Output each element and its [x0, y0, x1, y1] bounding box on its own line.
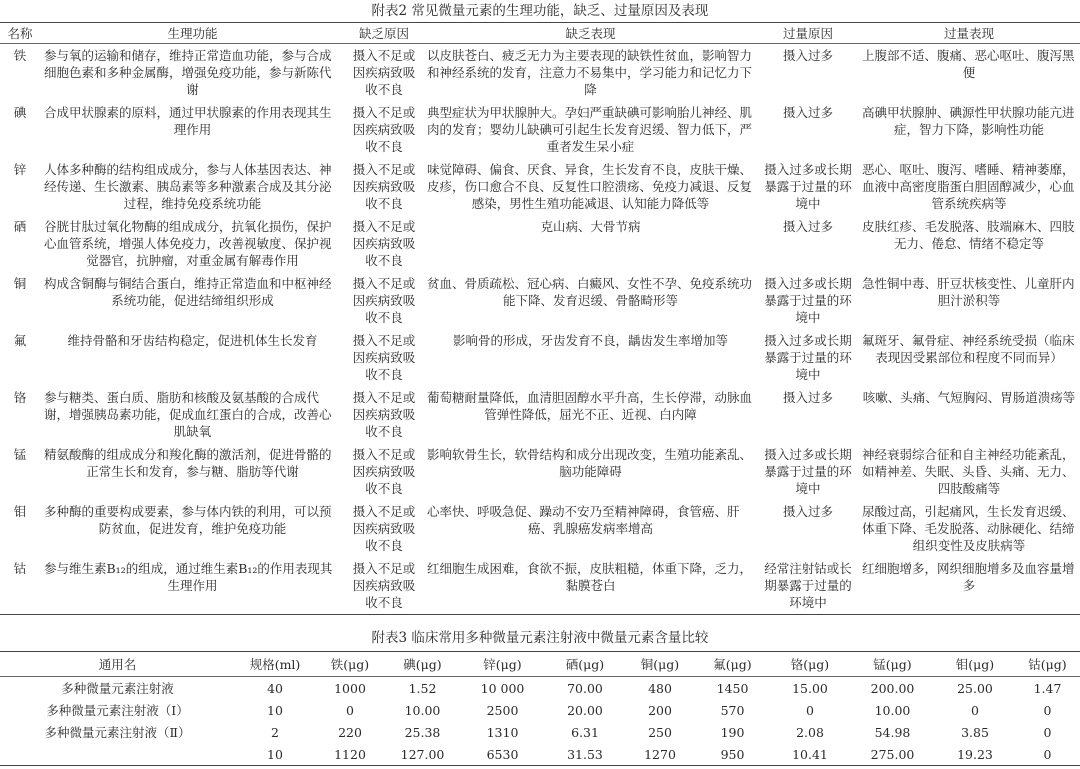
table2-cell: 摄入不足或因疾病致吸收不良: [352, 105, 416, 154]
table3-column-header: 硒(μg): [545, 652, 625, 677]
table2-row: [0, 500, 1080, 557]
table3-column-header: 氟(μg): [695, 652, 770, 677]
table3-cell: 0: [806, 702, 814, 718]
table2-row: [0, 386, 1080, 443]
table2-row: [0, 557, 1080, 615]
table3-title: 附表3 临床常用多种微量元素注射液中微量元素含量比较: [371, 630, 709, 646]
table2-cell: 高碘甲状腺肿、碘源性甲状腺功能亢进症，智力下降，影响性功能: [862, 105, 1075, 137]
table3-cell: 多种微量元素注射液（Ⅰ）: [46, 703, 189, 718]
table2-cell: 红细胞生成困难，食欲不振，皮肤粗糙，体重下降，乏力，黏膜苍白: [427, 561, 753, 593]
table2-cell: 摄入过多: [782, 390, 833, 405]
table2-column-header: 过量原因: [758, 23, 858, 44]
table3-column-header: 通用名: [0, 652, 235, 677]
table3-cell: 127.00: [400, 746, 445, 762]
table3-cell: 0: [1043, 724, 1052, 740]
table2-cell: 贫血、骨质疏松、冠心病、白癜风、女性不孕、免疫系统功能下降、发育迟缓、骨骼畸形等: [427, 276, 753, 308]
table2-cell: 参与糖类、蛋白质、脂肪和核酸及氨基酸的合成代谢，增强胰岛素功能，促成血红蛋白的合成，改善心肌缺氧: [44, 390, 332, 439]
table2-cell: 咳嗽、头痛、气短胸闷、胃肠道溃疡等: [862, 390, 1076, 405]
table2-cell: 氟: [13, 333, 27, 348]
table2-cell: 影响骨的形成，牙齿发育不良，龋齿发生率增加等: [452, 333, 728, 348]
table3-cell: 3.85: [961, 724, 989, 740]
table2-cell: 构成含铜酶与铜结合蛋白，维持正常造血和中枢神经系统功能，促进结缔组织形成: [44, 276, 332, 308]
table2-cell: 参与维生素B₁₂的组成，通过维生素B₁₂的作用表现其生理作用: [44, 561, 333, 593]
table2-cell: 摄入不足或因疾病致吸收不良: [352, 333, 416, 382]
table2-cell: 锌: [13, 162, 27, 177]
table3-cell: 1000: [334, 680, 366, 696]
table3-cell: 200.00: [870, 680, 915, 696]
table3-row: [0, 677, 1080, 700]
table3-cell: 31.53: [567, 746, 603, 762]
table3-cell: 480: [648, 680, 672, 696]
table3-cell: 6.31: [571, 724, 599, 740]
table3-column-header: 锌(μg): [460, 652, 545, 677]
table3-column-header: 钴(μg): [1015, 652, 1080, 677]
table3-column-header: 铬(μg): [770, 652, 850, 677]
table2-row: [0, 215, 1080, 272]
table2-cell: 克山病、大骨节病: [540, 219, 641, 234]
table2-cell: 合成甲状腺素的原料，通过甲状腺素的作用表现其生理作用: [44, 105, 332, 137]
table2-row: [0, 101, 1080, 158]
table2-cell: 摄入过多: [782, 105, 833, 120]
table2-cell: 恶心、呕吐、腹泻、嗜睡、精神萎靡，血液中高密度脂蛋白胆固醇减少，心血管系统疾病等: [862, 162, 1075, 211]
table2-column-header: 名称: [0, 23, 40, 44]
table2-cell: 心率快、呼吸急促、躁动不安乃至精神障碍，食管癌、肝癌、乳腺癌发病率增高: [427, 504, 740, 536]
table2-cell: 铬: [13, 390, 27, 405]
table3-header-row: [0, 652, 1080, 677]
table2-cell: 锰: [13, 447, 27, 462]
table2-trace-elements-functions: [0, 22, 1080, 615]
table2-column-header: 缺乏原因: [345, 23, 423, 44]
table2-column-header: 缺乏表现: [423, 23, 758, 44]
table2-cell: 摄入过多或长期暴露于过量的环境中: [764, 333, 852, 382]
table2-cell: 摄入过多或长期暴露于过量的环境中: [764, 276, 852, 325]
table2-cell: 摄入过多或长期暴露于过量的环境中: [764, 162, 852, 211]
table3-cell: 200: [648, 702, 672, 718]
table2-cell: 急性铜中毒、肝豆状核变性、儿童肝内胆汁淤积等: [862, 276, 1075, 308]
table2-cell: 摄入过多: [782, 504, 833, 519]
table3-column-header: 锰(μg): [850, 652, 935, 677]
table2-cell: 味觉障碍、偏食、厌食、异食，生长发育不良，皮肤干燥、皮疹，伤口愈合不良、反复性口腔溃疡、免疫力减退、反复感染，男性生殖功能减退、认知能力降低等: [427, 162, 753, 211]
table3-injection-content-comparison: [0, 651, 1080, 766]
table3-cell: 570: [720, 702, 745, 718]
table3-column-header: 碘(μg): [385, 652, 460, 677]
table2-cell: 摄入不足或因疾病致吸收不良: [352, 276, 416, 325]
table3-cell: 10.00: [404, 702, 441, 718]
table3-cell: 1450: [716, 680, 749, 696]
table3-cell: 190: [720, 724, 745, 740]
table3-cell: 950: [720, 746, 745, 762]
table3-cell: 15.00: [792, 680, 828, 696]
table2-cell: 红细胞增多，网织细胞增多及血容量增多: [862, 561, 1075, 593]
table2-cell: 谷胱甘肽过氧化物酶的组成成分，抗氧化损伤，保护心血管系统，增强人体免疫力，改善视敏度、保护视觉器官，抗肿瘤，对重金属有解毒作用: [44, 219, 332, 268]
table3-cell: 0: [971, 702, 979, 718]
table3-cell: 10 000: [480, 680, 525, 696]
table3-cell: 10.41: [792, 746, 828, 762]
table2-cell: 人体多种酶的结构组成成分，参与人体基因表达、神经传递、生长激素、胰岛素等多种激素合成及其分泌过程，维持免疫系统功能: [44, 162, 332, 211]
table3-cell: [0, 743, 235, 766]
table2-cell: 尿酸过高，引起痛风，生长发育迟缓、体重下降、毛发脱落、动脉硬化、结缔组织变性及皮肤病等: [862, 504, 1075, 553]
table2-cell: 钴: [13, 561, 27, 576]
table2-column-header: 生理功能: [40, 23, 345, 44]
table3-cell: 19.23: [957, 746, 993, 762]
table3-row: [0, 743, 1080, 766]
table2-cell: 以皮肤苍白、疲乏无力为主要表现的缺铁性贫血，影响智力和神经系统的发育，注意力不易集中，学习能力和记忆力下降: [427, 48, 753, 97]
table2-cell: 摄入不足或因疾病致吸收不良: [352, 390, 416, 439]
table3-cell: 2.08: [796, 724, 824, 740]
table3-cell: 多种微量元素注射液（Ⅱ）: [44, 725, 191, 740]
table3-cell: 6530: [486, 746, 519, 762]
table2-cell: 皮肤红疹、毛发脱落、肢端麻木、四肢无力、倦怠、情绪不稳定等: [862, 219, 1075, 251]
table3-cell: 1120: [334, 746, 366, 762]
table3-cell: 220: [338, 724, 362, 740]
table2-cell: 碘: [13, 105, 27, 120]
table3-row: [0, 699, 1080, 721]
table3-column-header: 钼(μg): [935, 652, 1015, 677]
table2-cell: 多种酶的重要构成要素，参与体内铁的利用，可以预防贫血，促进发育，维护免疫功能: [44, 504, 332, 536]
table3-cell: 70.00: [567, 680, 603, 696]
table2-row: [0, 272, 1080, 329]
table3-cell: 10: [267, 702, 283, 718]
table2-cell: 铜: [13, 276, 27, 291]
table3-row: [0, 721, 1080, 743]
table3-column-header: 规格(ml): [235, 652, 315, 677]
table3-cell: 20.00: [567, 702, 603, 718]
table2-cell: 摄入不足或因疾病致吸收不良: [352, 48, 416, 97]
table2-cell: 神经衰弱综合征和自主神经功能紊乱，如精神差、失眠、头昏、头痛、无力、四肢酸痛等: [862, 447, 1075, 496]
table3-column-header: 铁(μg): [315, 652, 385, 677]
table2-cell: 摄入过多: [782, 48, 833, 63]
table3-cell: 0: [1043, 746, 1052, 762]
table2-cell: 摄入过多或长期暴露于过量的环境中: [764, 447, 852, 496]
table3-cell: 250: [648, 724, 672, 740]
table2-header-row: [0, 23, 1080, 44]
table3-cell: 0: [346, 702, 354, 718]
table2-cell: 维持骨骼和牙齿结构稳定，促进机体生长发育: [67, 333, 318, 348]
table3-cell: 10: [267, 746, 283, 762]
table2-cell: 硒: [13, 219, 27, 234]
table3-column-header: 铜(μg): [625, 652, 695, 677]
table2-row: [0, 443, 1080, 500]
table2-cell: 经常注射钴或长期暴露于过量的环境中: [764, 561, 852, 610]
table2-cell: 摄入过多: [782, 219, 833, 234]
table2-cell: 摄入不足或因疾病致吸收不良: [352, 162, 416, 211]
table2-cell: 钼: [13, 504, 27, 519]
table2-row: [0, 329, 1080, 386]
table3-cell: 2: [271, 724, 279, 740]
table3-cell: 275.00: [870, 746, 915, 762]
table2-cell: 葡萄糖耐量降低，血清胆固醇水平升高，生长停滞，动脉血管弹性降低，屈光不正、近视、白内障: [427, 390, 753, 422]
table2-cell: 典型症状为甲状腺肿大。孕妇严重缺碘可影响胎儿神经、肌肉的发育；婴幼儿缺碘可引起生长发育迟缓、智力低下，严重者发生呆小症: [427, 105, 753, 154]
table2-column-header: 过量表现: [858, 23, 1080, 44]
table3-cell: 10.00: [874, 702, 911, 718]
table2-cell: 摄入不足或因疾病致吸收不良: [352, 561, 416, 610]
table2-cell: 摄入不足或因疾病致吸收不良: [352, 504, 416, 553]
table2-cell: 摄入不足或因疾病致吸收不良: [352, 219, 416, 268]
table3-cell: 多种微量元素注射液: [61, 681, 174, 696]
table3-cell: 1.52: [408, 680, 437, 696]
table2-row: [0, 44, 1080, 102]
table2-cell: 铁: [13, 48, 27, 63]
table3-cell: 25.38: [404, 724, 441, 740]
table3-cell: 1270: [644, 746, 676, 762]
table2-cell: 精氨酸酶的组成成分和羧化酶的激活剂，促进骨骼的正常生长和发育，参与糖、脂肪等代谢: [44, 447, 332, 479]
table2-cell: 参与氧的运输和储存，维持正常造血功能，参与合成细胞色素和多种金属酶，增强免疫功能，参与新陈代谢: [44, 48, 332, 97]
table2-cell: 影响软骨生长，软骨结构和成分出现改变，生殖功能紊乱、脑功能障碍: [427, 447, 753, 479]
table3-cell: 25.00: [957, 680, 993, 696]
table3-cell: 1.47: [1033, 680, 1062, 696]
table3-cell: 40: [267, 680, 283, 696]
table3-cell: 2500: [486, 702, 519, 718]
table2-row: [0, 158, 1080, 215]
table2-cell: 氟斑牙、氟骨症、神经系统受损（临床表现因受累部位和程度不同而异）: [862, 333, 1075, 365]
table3-cell: 1310: [486, 724, 519, 740]
table2-cell: 摄入不足或因疾病致吸收不良: [352, 447, 416, 496]
table3-cell: 54.98: [874, 724, 911, 740]
table2-title: 附表2 常见微量元素的生理功能，缺乏、过量原因及表现: [371, 3, 709, 19]
table3-cell: 0: [1043, 702, 1052, 718]
table2-cell: 上腹部不适、腹痛、恶心呕吐、腹泻黑便: [862, 48, 1075, 80]
